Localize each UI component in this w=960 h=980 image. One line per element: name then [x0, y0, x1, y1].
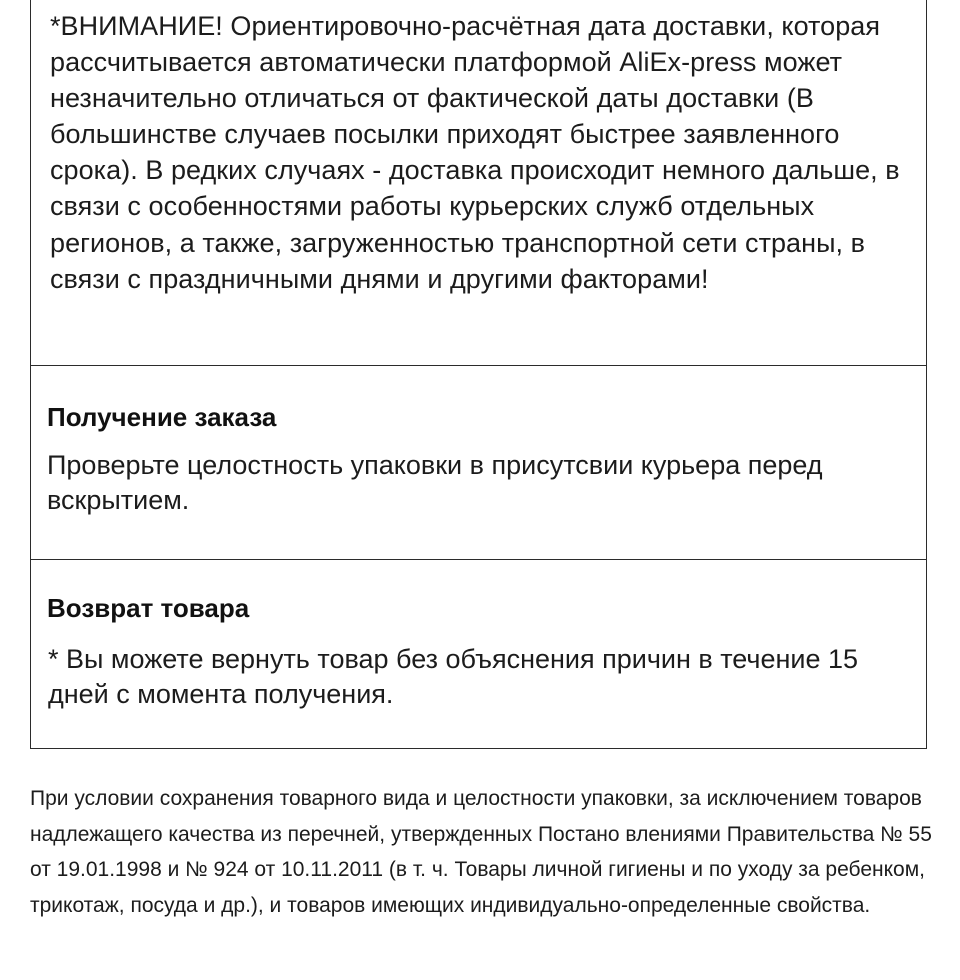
delivery-warning-text: *ВНИМАНИЕ! Ориентировочно-расчётная дата доставки, которая рассчитывается автоматически платформой AliEx-press может незначительно отличаться от фактической даты доставки (В большинстве случаев посылки приходят быстрее заявленного срока). В редких случаях - доставка происходит немного дальше, в связи с особенностями работы курьерских служб отдельных регионов, а также, загруженностью транспортной сети страны, в связи с праздничными днями и другими факторами! — [50, 11, 900, 294]
order-receipt-title: Получение заказа — [47, 402, 277, 432]
product-return-text: * Вы можете вернуть товар без объяснения причин в течение 15 дней с момента получения. — [48, 644, 859, 709]
product-return-title: Возврат товара — [47, 593, 250, 623]
order-receipt-section — [30, 365, 927, 560]
product-return-section — [30, 559, 927, 749]
order-receipt-text: Проверьте целостность упаковки в присутсвии курьера перед вскрытием. — [47, 450, 823, 515]
return-conditions-footnote: При условии сохранения товарного вида и целостности упаковки, за исключением товаров надлежащего качества из перечней, утвержденных Постано влениями Правительства № 55 от 19.01.1998 и № 924 от 10.11.2011 (в т. ч. Товары личной гигиены и по уходу за ребенком, трикотаж, посуда и др.), и товаров имеющих индивидуально-определенные свойства. — [30, 787, 932, 917]
delivery-warning-box — [30, 0, 927, 366]
